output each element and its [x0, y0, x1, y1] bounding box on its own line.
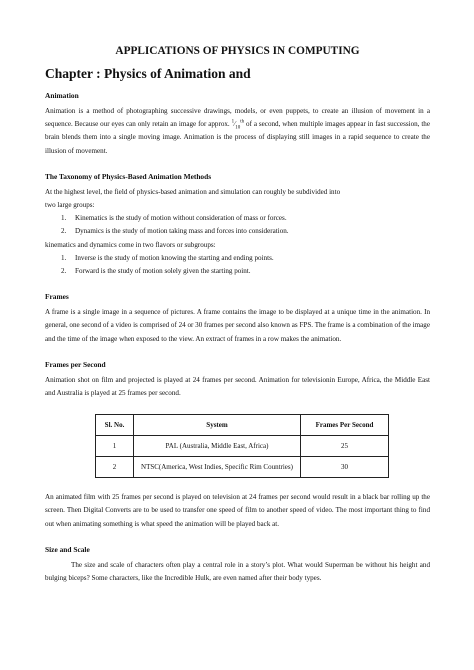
animation-text-part2: of a second, when multiple images appear in fast succession, the brain blends them into a single moving image. Animation is the process of displaying still images in a rapid sequence to create the illusion of movement.	[45, 120, 430, 155]
table-cell: 25	[301, 436, 389, 457]
taxonomy-intro-line2: two large groups:	[45, 201, 95, 210]
column-header-fps: Frames Per Second	[301, 415, 389, 436]
list-text: Forward is the study of motion solely given the starting point.	[75, 267, 251, 276]
size-scale-heading: Size and Scale	[45, 544, 90, 554]
table-cell: 1	[96, 436, 134, 457]
list-item	[61, 252, 430, 265]
fraction-one-tenth: $^1⁄_{10}^{th}$	[231, 119, 245, 131]
taxonomy-flavors-line: kinematics and dynamics come in two flavors or subgroups:	[45, 240, 216, 249]
fps-heading: Frames per Second	[45, 359, 106, 369]
column-header-system: System	[134, 415, 301, 436]
flavors-list	[45, 252, 430, 278]
table-cell: NTSC(America, West Indies, Specific Rim Countries)	[134, 457, 301, 478]
fps-after-table-paragraph: An animated film with 25 frames per second is played on television at 24 frames per second would result in a black bar rolling up the screen. Then Digital Converts are to be used to transfer one speed of film to another speed of video. The most important thing to find out when animating something is what speed the animation will be played back at.	[45, 493, 430, 528]
list-number: 1.	[61, 253, 67, 262]
list-number: 1.	[61, 214, 67, 223]
animation-paragraph	[45, 105, 430, 158]
size-scale-paragraph: The size and scale of characters often play a central role in a story’s plot. What would Superman be without his height and bulging biceps? Some characters, like the Incredible Hulk, are even named after their body types.	[45, 560, 430, 583]
table-row	[96, 436, 389, 457]
fps-table	[95, 414, 389, 478]
list-item	[61, 212, 430, 225]
list-number: 2.	[61, 267, 67, 276]
list-number: 2.	[61, 227, 67, 236]
frames-heading: Frames	[45, 292, 69, 302]
fps-paragraph: Animation shot on film and projected is played at 24 frames per second. Animation for televisionin Europe, Africa, the Middle East and Australia is played at 25 frames per second.	[45, 375, 430, 398]
list-text: Kinematics is the study of motion without consideration of mass or forces.	[75, 214, 287, 223]
fraction-numerator: 1	[231, 119, 235, 125]
frames-paragraph: A frame is a single image in a sequence of pictures. A frame contains the image to be displayed at a unique time in the animation. In general, one second of a video is comprised of 24 or 30 frames per second also known as FPS. The frame is a combination of the image and the time of the image when exposed to the view. An extract of frames in a row makes the animation.	[45, 308, 430, 343]
taxonomy-heading: The Taxonomy of Physics-Based Animation Methods	[45, 171, 212, 181]
chapter-title: Chapter : Physics of Animation and	[45, 66, 251, 81]
table-row	[96, 457, 389, 478]
document-title: APPLICATIONS OF PHYSICS IN COMPUTING	[115, 45, 360, 57]
taxonomy-intro-line1: At the highest level, the field of physics-based animation and simulation can roughly be subdivided into	[45, 187, 341, 196]
motion-groups-list	[45, 212, 430, 238]
table-cell: 30	[301, 457, 389, 478]
column-header-sl-no: Sl. No.	[96, 415, 134, 436]
table-cell: 2	[96, 457, 134, 478]
list-item	[61, 265, 430, 278]
list-text: Dynamics is the study of motion taking mass and forces into consideration.	[75, 227, 289, 236]
fraction-ordinal: th	[240, 119, 245, 125]
animation-heading: Animation	[45, 91, 79, 100]
list-text: Inverse is the study of motion knowing the starting and ending points.	[75, 253, 274, 262]
table-header-row	[96, 415, 389, 436]
list-item	[61, 225, 430, 238]
animation-text-part1: Animation is a method of photographing successive drawings, models, or even puppets, to create an illusion of movement in a sequence. Because our eyes can only retain an image for approx.	[45, 107, 430, 129]
table-cell: PAL (Australia, Middle East, Africa)	[134, 436, 301, 457]
fraction-denominator: 10	[235, 125, 241, 131]
